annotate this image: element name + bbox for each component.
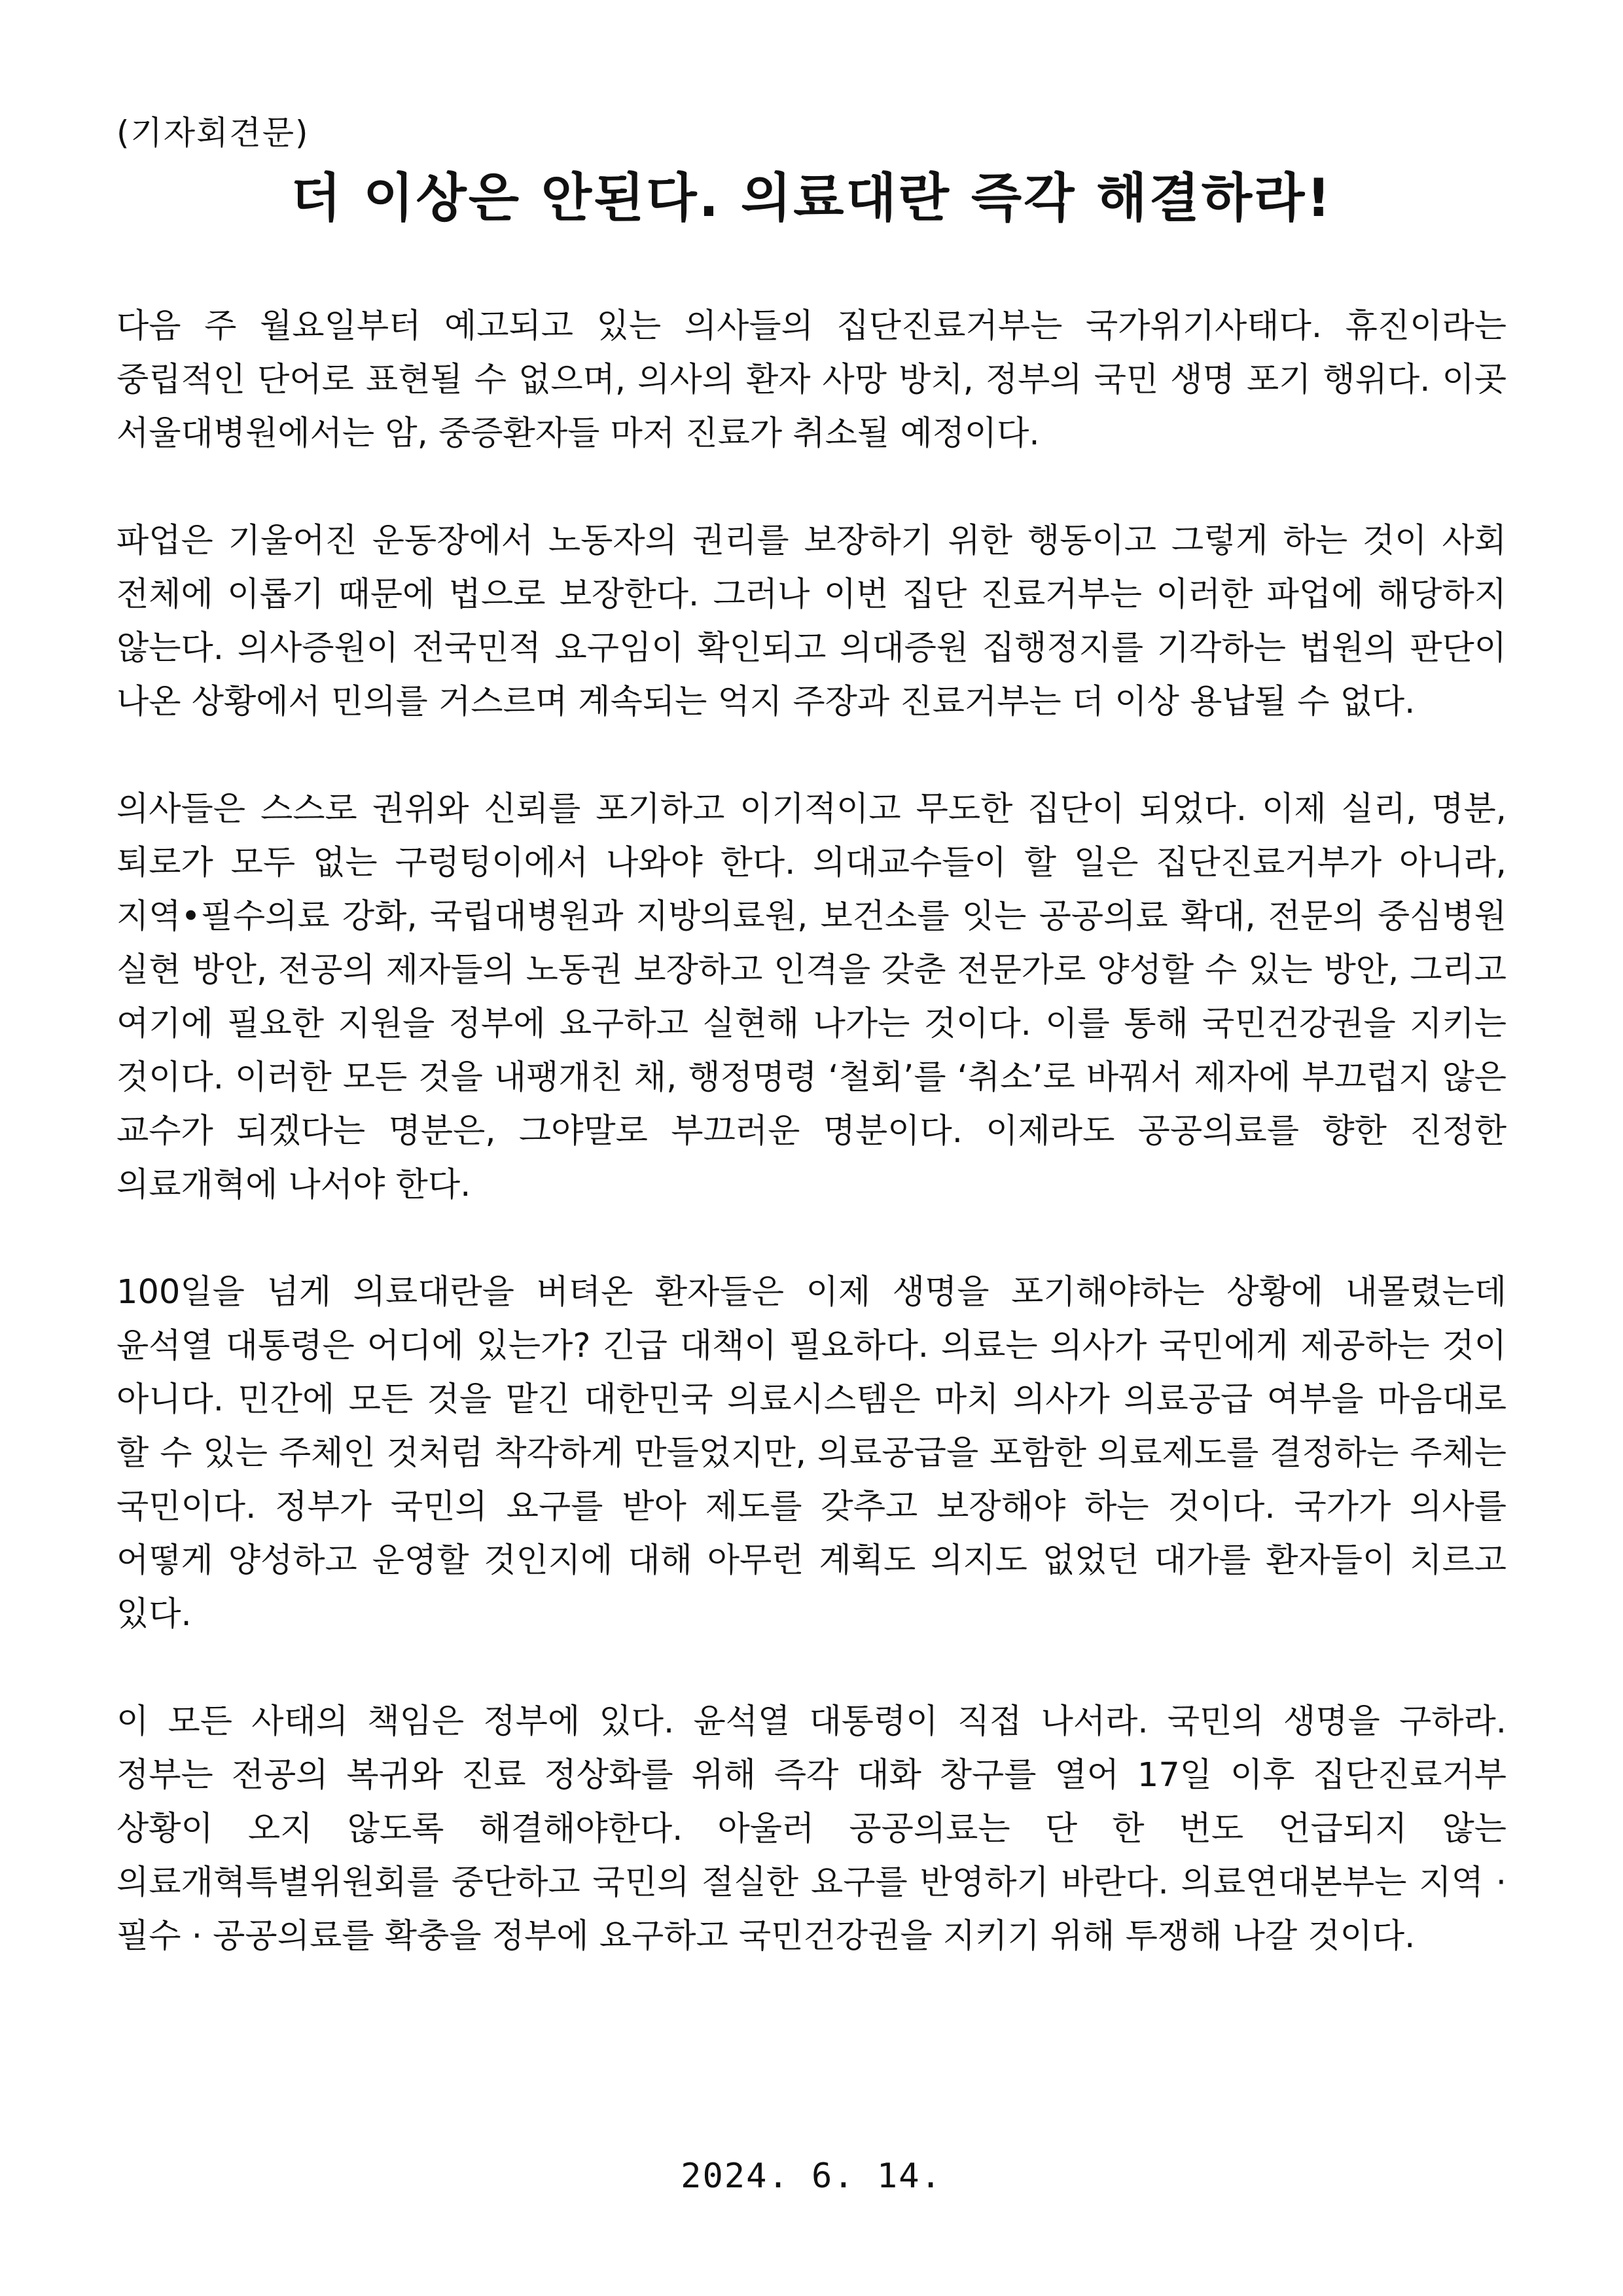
paragraph-4: 100일을 넘게 의료대란을 버텨온 환자들은 이제 생명을 포기해야하는 상황에 내몰렸는데 윤석열 대통령은 어디에 있는가? 긴급 대책이 필요하다. 의료는 의사가 국민에게 제공하는 것이 아니다. 민간에 모든 것을 맡긴 대한민국 의료시스템은 마치 의사가 의료공급 여부을 마음대로 할 수 있는 주체인 것처럼 착각하게 만들었지만, 의료공급을 포함한 의료제도를 결정하는 주체는 국민이다. 정부가 국민의 요구를 받아 제도를 갖추고 보장해야 하는 것이다. 국가가 의사를 어떻게 양성하고 운영할 것인지에 대해 아무런 계획도 의지도 없었던 대가를 환자들이 치르고 있다. [116, 1273, 1507, 1634]
document-date: 2024. 6. 14. [681, 2157, 942, 2196]
paragraph-3: 의사들은 스스로 권위와 신뢰를 포기하고 이기적이고 무도한 집단이 되었다. 이제 실리, 명분, 퇴로가 모두 없는 구렁텅이에서 나와야 한다. 의대교수들이 할 일은 집단진료거부가 아니라, 지역•필수의료 강화, 국립대병원과 지방의료원, 보건소를 잇는 공공의료 확대, 전문의 중심병원 실현 방안, 전공의 제자들의 노동권 보장하고 인격을 갖춘 전문가로 양성할 수 있는 방안, 그리고 여기에 필요한 지원을 정부에 요구하고 실현해 나가는 것이다. 이를 통해 국민건강권을 지키는 것이다. 이러한 모든 것을 내팽개친 채, 행정명령 ‘철회’를 ‘취소’로 바꿔서 제자에 부끄럽지 않은 교수가 되겠다는 명분은, 그야말로 부끄러운 명분이다. 이제라도 공공의료를 향한 진정한 의료개혁에 나서야 한다. [116, 790, 1507, 1204]
paragraph-2: 파업은 기울어진 운동장에서 노동자의 권리를 보장하기 위한 행동이고 그렇게 하는 것이 사회 전체에 이롭기 때문에 법으로 보장한다. 그러나 이번 집단 진료거부는 이러한 파업에 해당하지 않는다. 의사증원이 전국민적 요구임이 확인되고 의대증원 집행정지를 기각하는 법원의 판단이 나온 상황에서 민의를 거스르며 계속되는 억지 주장과 진료거부는 더 이상 용납될 수 없다. [116, 522, 1507, 721]
paragraph-1: 다음 주 월요일부터 예고되고 있는 의사들의 집단진료거부는 국가위기사태다. 휴진이라는 중립적인 단어로 표현될 수 없으며, 의사의 환자 사망 방치, 정부의 국민 생명 포기 행위다. 이곳 서울대병원에서는 암, 중증환자들 마저 진료가 취소될 예정이다. [116, 307, 1507, 453]
paragraph-5: 이 모든 사태의 책임은 정부에 있다. 윤석열 대통령이 직접 나서라. 국민의 생명을 구하라. 정부는 전공의 복귀와 진료 정상화를 위해 즉각 대화 창구를 열어 17일 이후 집단진료거부 상황이 오지 않도록 해결해야한다. 아울러 공공의료는 단 한 번도 언급되지 않는 의료개혁특별위원회를 중단하고 국민의 절실한 요구를 반영하기 바란다. 의료연대본부는 지역 · 필수 · 공공의료를 확충을 정부에 요구하고 국민건강권을 지키기 위해 투쟁해 나갈 것이다. [116, 1702, 1507, 1956]
document-title: 더 이상은 안된다. 의료대란 즉각 해결하라! [291, 168, 1332, 228]
document-body [116, 300, 1507, 2017]
document-label: (기자회견문) [116, 114, 310, 152]
